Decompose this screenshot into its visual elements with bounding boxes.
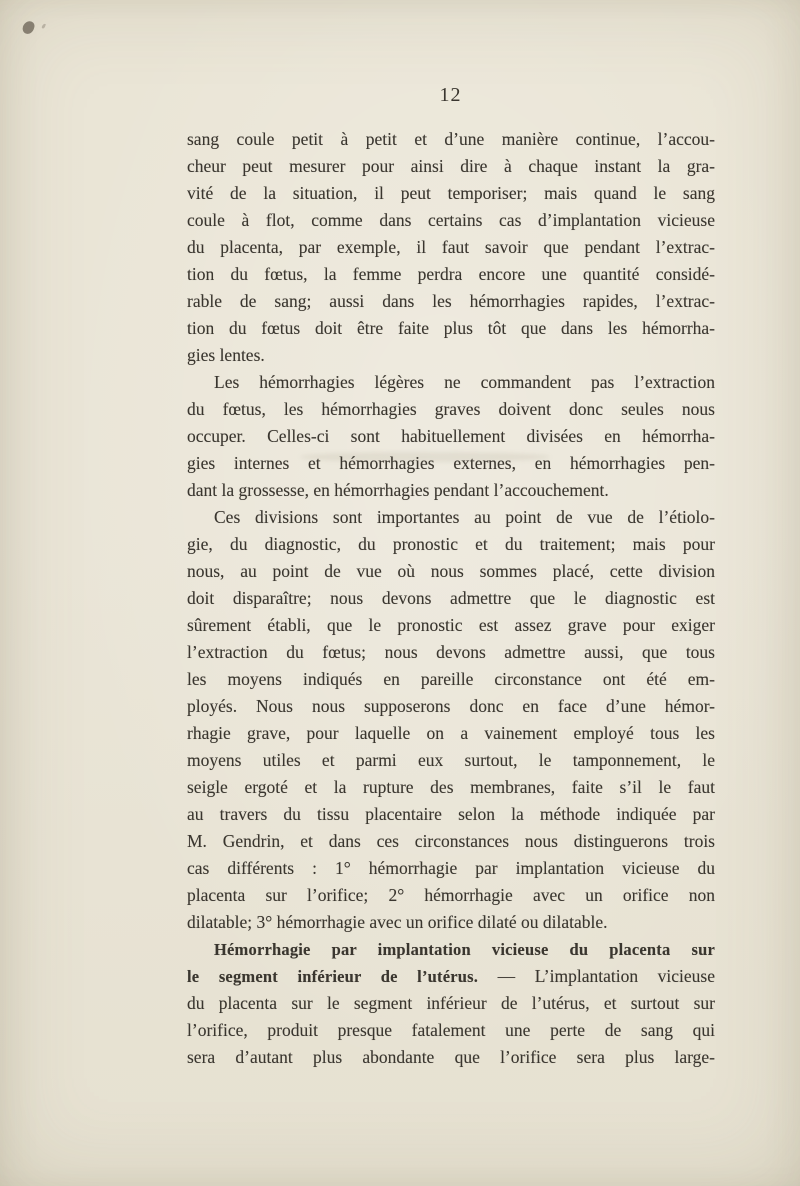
text-line — [187, 882, 715, 909]
text-line — [187, 207, 715, 234]
text-run: l’orifice, produit presque fatalement une perte de sang qui — [187, 1020, 715, 1040]
text-line — [187, 801, 715, 828]
text-run: du placenta, par exemple, il faut savoir que pendant l’extrac- — [187, 237, 715, 257]
paragraph-hemorrhagies-legeres — [187, 369, 715, 504]
text-line — [187, 234, 715, 261]
text-line — [187, 828, 715, 855]
page-number: 12 — [439, 84, 462, 106]
text-line — [187, 531, 715, 558]
text-line — [187, 1017, 715, 1044]
text-line — [187, 342, 715, 369]
text-line — [187, 450, 715, 477]
text-line — [187, 585, 715, 612]
text-line — [187, 909, 715, 936]
paragraph-continuation — [187, 126, 715, 369]
text-run: tion du fœtus, la femme perdra encore une quantité considé- — [187, 264, 715, 284]
text-run: Ces divisions sont importantes au point de vue de l’étiolo- — [214, 507, 715, 527]
text-line — [187, 666, 715, 693]
text-line — [187, 963, 715, 990]
scan-blemish — [21, 20, 35, 36]
bold-run: Hémorrhagie par implantation vicieuse du placenta sur — [214, 940, 715, 959]
text-line — [187, 288, 715, 315]
text-line — [187, 612, 715, 639]
text-run: moyens utiles et parmi eux surtout, le tamponnement, le — [187, 750, 715, 770]
text-run: gies internes et hémorrhagies externes, en hémorrhagies pen- — [187, 453, 715, 473]
text-line — [187, 153, 715, 180]
text-run: Les hémorrhagies légères ne commandent pas l’extraction — [214, 372, 715, 392]
text-line — [187, 855, 715, 882]
text-run: rable de sang; aussi dans les hémorrhagies rapides, l’extrac- — [187, 291, 715, 311]
text-block — [187, 126, 715, 1071]
text-run: du placenta sur le segment inférieur de l’utérus, et surtout sur — [187, 993, 715, 1013]
text-run: dilatable; 3° hémorrhagie avec un orifice dilaté ou dilatable. — [187, 912, 608, 932]
text-line — [187, 315, 715, 342]
text-run: du fœtus, les hémorrhagies graves doivent donc seules nous — [187, 399, 715, 419]
text-run: seigle ergoté et la rupture des membranes, faite s’il le faut — [187, 777, 715, 797]
text-run: ployés. Nous nous supposerons donc en face d’une hémor- — [187, 696, 715, 716]
text-run: l’extraction du fœtus; nous devons admettre aussi, que tous — [187, 642, 715, 662]
text-line — [187, 936, 715, 963]
text-run: gies lentes. — [187, 345, 265, 365]
text-line — [187, 558, 715, 585]
text-run: sang coule petit à petit et d’une manière continue, l’accou- — [187, 129, 715, 149]
text-run: nous, au point de vue où nous sommes placé, cette division — [187, 561, 715, 581]
text-line — [187, 369, 715, 396]
text-line — [187, 990, 715, 1017]
text-run: au travers du tissu placentaire selon la méthode indiquée par — [187, 804, 715, 824]
text-line — [187, 747, 715, 774]
text-run: vité de la situation, il peut temporiser; mais quand le sang — [187, 183, 715, 203]
paragraph-divisions — [187, 504, 715, 936]
bold-run: le segment inférieur de l’utérus. — [187, 967, 479, 986]
text-run: gie, du diagnostic, du pronostic et du traitement; mais pour — [187, 534, 715, 554]
text-run: tion du fœtus doit être faite plus tôt que dans les hémorrha- — [187, 318, 715, 338]
text-line — [187, 720, 715, 747]
text-line — [187, 396, 715, 423]
text-line — [187, 180, 715, 207]
text-run: coule à flot, comme dans certains cas d’implantation vicieuse — [187, 210, 715, 230]
text-run: les moyens indiqués en pareille circonstance ont été em- — [187, 669, 715, 689]
text-line — [187, 261, 715, 288]
text-run: — L’implantation vicieuse — [478, 966, 715, 986]
text-run: dant la grossesse, en hémorrhagies pendant l’accouchement. — [187, 480, 609, 500]
text-run: M. Gendrin, et dans ces circonstances nous distinguerons trois — [187, 831, 715, 851]
text-run: rhagie grave, pour laquelle on a vainement employé tous les — [187, 723, 715, 743]
text-line — [187, 423, 715, 450]
text-line — [187, 504, 715, 531]
paragraph-implantation-vicieuse — [187, 936, 715, 1071]
text-run: occuper. Celles-ci sont habituellement divisées en hémorrha- — [187, 426, 715, 446]
text-run: cheur peut mesurer pour ainsi dire à chaque instant la gra- — [187, 156, 715, 176]
text-line — [187, 693, 715, 720]
text-run: doit disparaître; nous devons admettre que le diagnostic est — [187, 588, 715, 608]
text-line — [187, 126, 715, 153]
text-line — [187, 477, 715, 504]
text-run: sera d’autant plus abondante que l’orifice sera plus large- — [187, 1047, 715, 1067]
text-line — [187, 1044, 715, 1071]
text-run: sûrement établi, que le pronostic est assez grave pour exiger — [187, 615, 715, 635]
text-line — [187, 639, 715, 666]
text-run: placenta sur l’orifice; 2° hémorrhagie avec un orifice non — [187, 885, 715, 905]
text-line — [187, 774, 715, 801]
text-run: cas différents : 1° hémorrhagie par implantation vicieuse du — [187, 858, 715, 878]
